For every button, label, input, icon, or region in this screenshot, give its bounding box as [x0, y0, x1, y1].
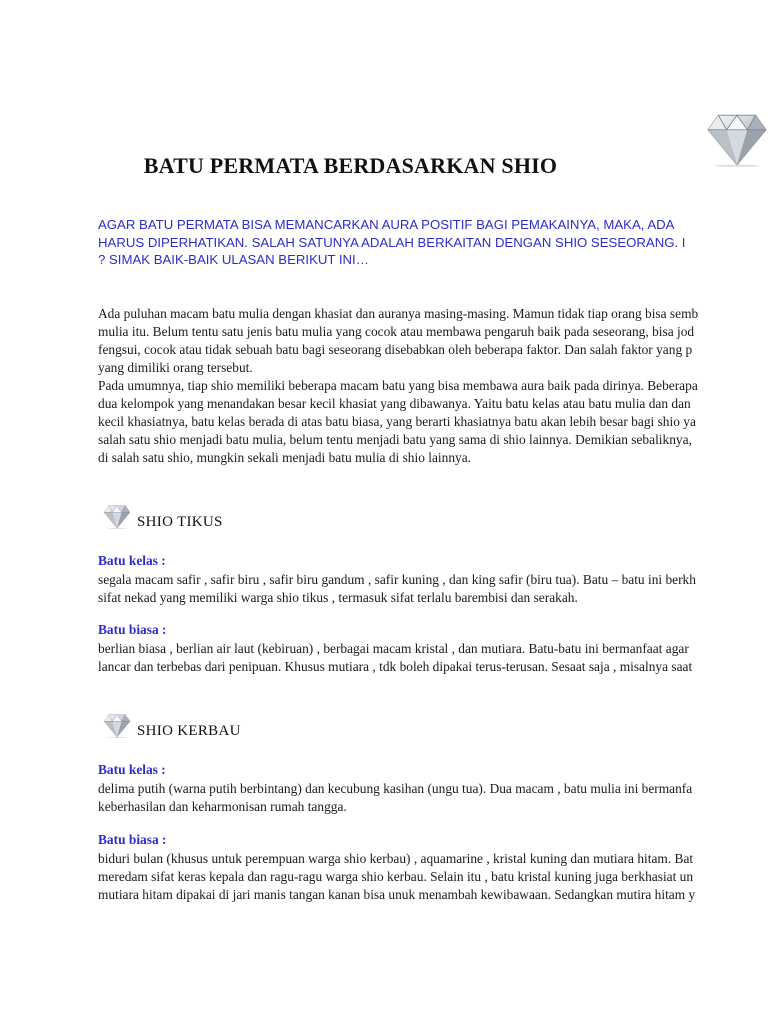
paragraph-line: mutiara hitam dipakai di jari manis tangan kanan bisa unuk menambah kewibawaan. Sedangkan mutira hitam y	[98, 887, 696, 902]
batu-biasa-text	[98, 850, 768, 904]
section-heading-shio-kerbau	[102, 712, 502, 742]
batu-biasa-label: Batu biasa :	[98, 832, 167, 847]
paragraph-line: berlian biasa , berlian air laut (kebiruan) , berbagai macam kristal , dan mutiara. Batu-batu ini bermanfaat agar	[98, 641, 689, 656]
section-heading-shio-tikus	[102, 503, 502, 533]
paragraph-line: lancar dan terbebas dari penipuan. Khusus mutiara , tdk boleh dipakai terus-terusan. Sesaat saja , misalnya saat	[98, 659, 693, 674]
batu-biasa-label: Batu biasa :	[98, 622, 167, 637]
paragraph-line: meredam sifat keras kepala dan ragu-ragu warga shio kerbau. Selain itu , batu kristal kuning juga berkhasiat un	[98, 869, 694, 884]
paragraph-line: biduri bulan (khusus untuk perempuan warga shio kerbau) , aquamarine , kristal kuning dan mutiara hitam. Bat	[98, 851, 694, 866]
paragraph-line: segala macam safir , safir biru , safir biru gandum , safir kuning , dan king safir (biru tua). Batu – batu ini berkh	[98, 572, 696, 587]
paragraph-line: dua kelompok yang menandakan besar kecil khasiat yang dibawanya. Yaitu batu kelas atau batu mulia dan dan	[98, 396, 691, 411]
paragraph-line: Pada umumnya, tiap shio memiliki beberapa macam batu yang bisa membawa aura baik pada dirinya. Beberapa	[98, 378, 698, 393]
paragraph-line: fengsui, cocok atau tidak sebuah batu bagi seseorang disebabkan oleh beberapa faktor. Dan salah faktor yang p	[98, 342, 693, 357]
diamond-icon	[102, 503, 132, 529]
intro-line: HARUS DIPERHATIKAN. SALAH SATUNYA ADALAH BERKAITAN DENGAN SHIO SESEORANG. I	[98, 234, 686, 250]
paragraph-line: yang dimiliki orang tersebut.	[98, 360, 253, 375]
paragraph-1	[98, 305, 768, 467]
batu-kelas-text	[98, 571, 768, 607]
batu-kelas-label: Batu kelas :	[98, 553, 166, 568]
paragraph-line: di salah satu shio, mungkin sekali menjadi batu mulia di shio lainnya.	[98, 450, 472, 465]
section-heading-label: SHIO TIKUS	[137, 514, 223, 530]
paragraph-line: keberhasilan dan keharmonisan rumah tangga.	[98, 799, 347, 814]
batu-kelas-text	[98, 780, 768, 816]
paragraph-line: Ada puluhan macam batu mulia dengan khasiat dan auranya masing-masing. Mamun tidak tiap orang bisa semb	[98, 306, 699, 321]
batu-biasa-text	[98, 640, 768, 676]
batu-kelas-label: Batu kelas :	[98, 762, 166, 777]
paragraph-line: kecil khasiatnya, batu kelas berada di atas batu biasa, yang berarti khasiatnya batu akan lebih besar bagi shio ya	[98, 414, 696, 429]
diamond-icon	[102, 712, 132, 738]
paragraph-line: salah satu shio menjadi batu mulia, belum tentu menjadi batu yang sama di shio lainnya. Demikian sebaliknya,	[98, 432, 692, 447]
paragraph-line: sifat nekad yang memiliki warga shio tikus , termasuk sifat terlalu barembisi dan serakah.	[98, 590, 578, 605]
paragraph-line: delima putih (warna putih berbintang) dan kecubung kasihan (ungu tua). Dua macam , batu mulia ini bermanfa	[98, 781, 693, 796]
page-title: BATU PERMATA BERDASARKAN SHIO	[143, 153, 558, 178]
intro-text	[98, 216, 768, 269]
intro-line: AGAR BATU PERMATA BISA MEMANCARKAN AURA POSITIF BAGI PEMAKAINYA, MAKA, ADA	[98, 217, 675, 232]
paragraph-line: mulia itu. Belum tentu satu jenis batu mulia yang cocok atau membawa pengaruh baik pada seseorang, bisa jod	[98, 324, 695, 339]
intro-line: ? SIMAK BAIK-BAIK ULASAN BERIKUT INI…	[98, 252, 369, 267]
section-heading-label: SHIO KERBAU	[137, 723, 241, 739]
